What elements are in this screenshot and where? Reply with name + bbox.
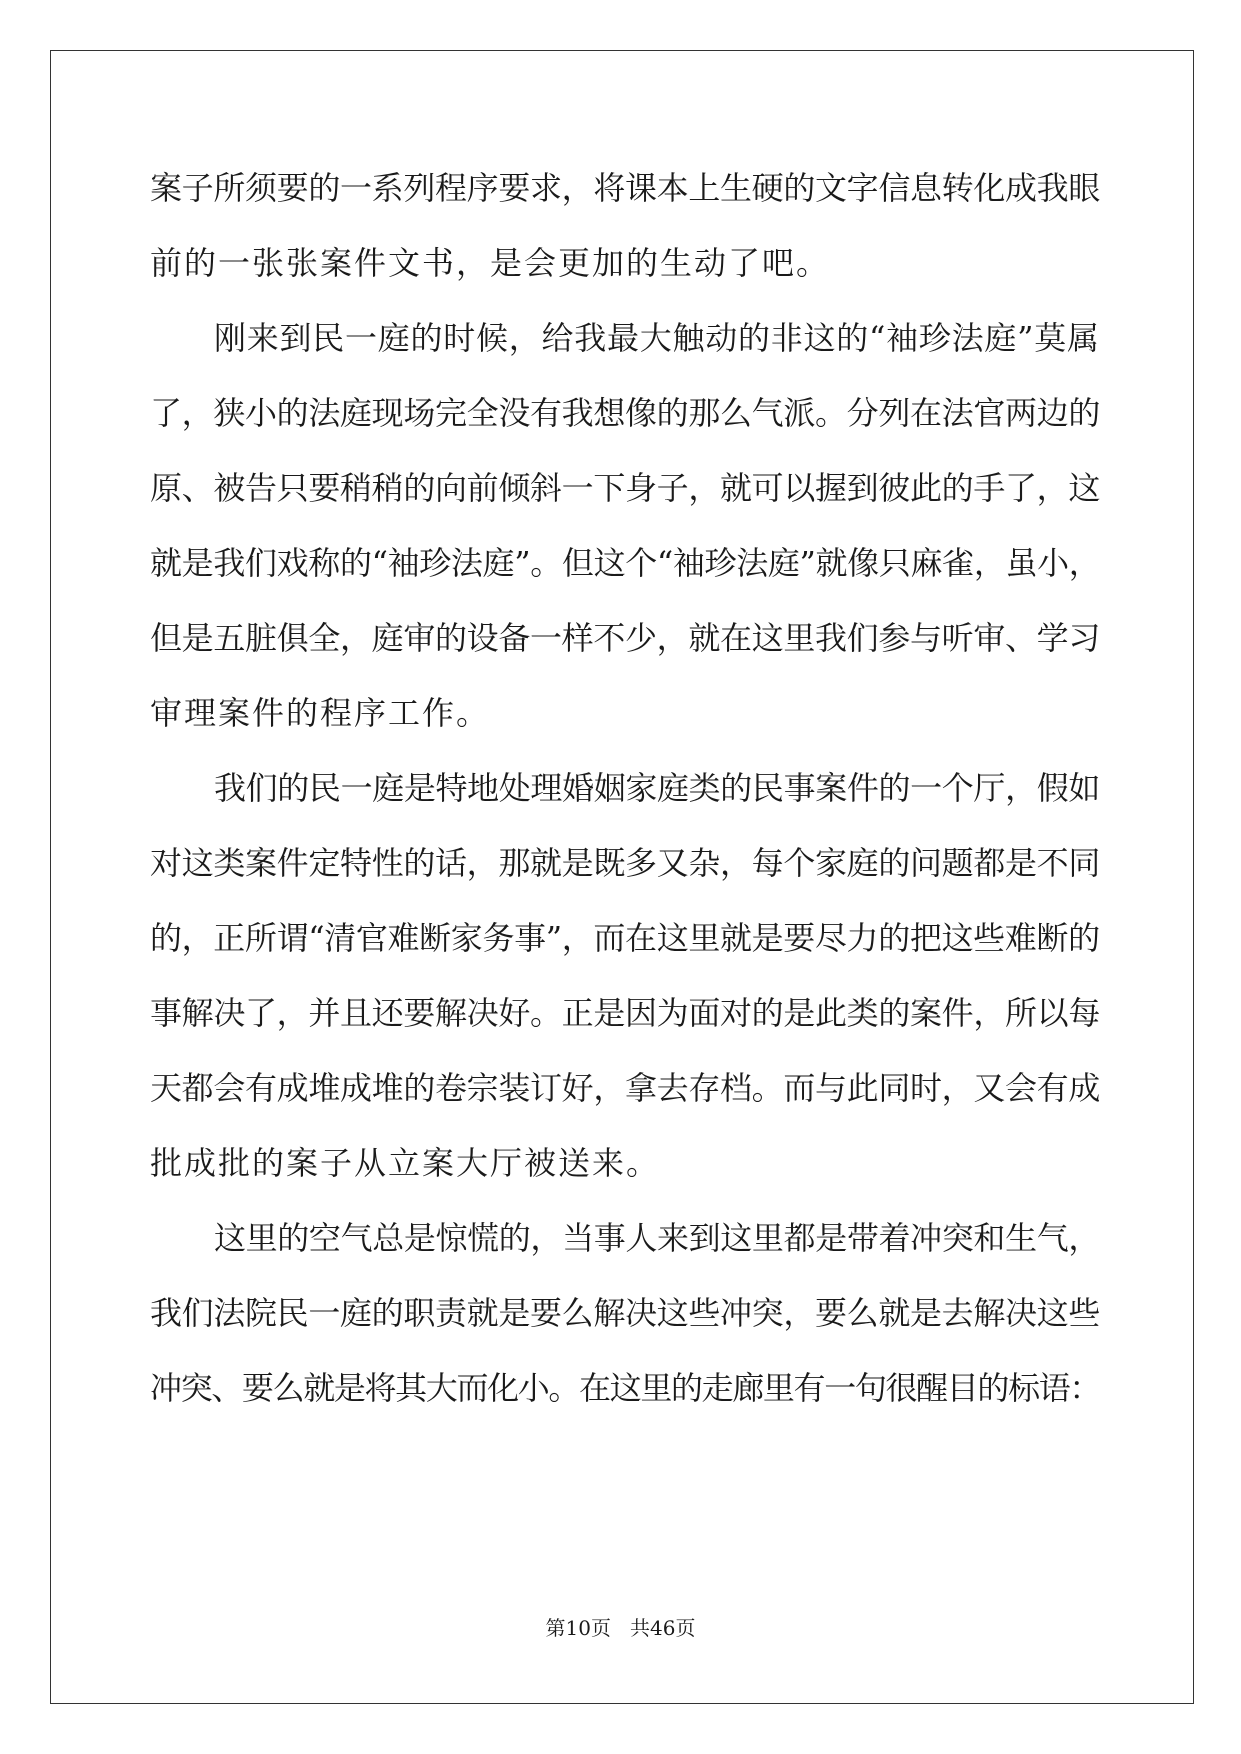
- text-line: 前的一张张案件文书，是会更加的生动了吧。: [150, 244, 831, 282]
- text-line: 刚来到民一庭的时候，给我最大触动的非这的“袖珍法庭”莫属: [214, 319, 1100, 357]
- page-footer: [0, 1613, 1241, 1643]
- text-line: 事解决了，并且还要解决好。正是因为面对的是此类的案件，所以每: [150, 994, 1101, 1032]
- text-line: 冲突、要么就是将其大而化小。在这里的走廊里有一句很醒目的标语：: [150, 1369, 1101, 1407]
- text-line: 但是五脏俱全，庭审的设备一样不少，就在这里我们参与听审、学习: [150, 619, 1101, 657]
- text-line: 就是我们戏称的“袖珍法庭”。但这个“袖珍法庭”就像只麻雀，虽小，: [150, 544, 1101, 582]
- page-number: 第10页: [545, 1616, 611, 1640]
- text-line: 我们法院民一庭的职责就是要么解决这些冲突，要么就是去解决这些: [150, 1294, 1101, 1332]
- text-line: 案子所须要的一系列程序要求，将课本上生硬的文字信息转化成我眼: [150, 169, 1101, 207]
- text-line: 审理案件的程序工作。: [150, 694, 491, 732]
- text-line: 了，狭小的法庭现场完全没有我想像的那么气派。分列在法官两边的: [150, 394, 1101, 432]
- text-line: 的，正所谓“清官难断家务事”，而在这里就是要尽力的把这些难断的: [150, 919, 1100, 957]
- text-line: 对这类案件定特性的话，那就是既多又杂，每个家庭的问题都是不同: [150, 844, 1101, 882]
- text-line: 原、被告只要稍稍的向前倾斜一下身子，就可以握到彼此的手了，这: [150, 469, 1101, 507]
- text-line: 我们的民一庭是特地处理婚姻家庭类的民事案件的一个厅，假如: [214, 769, 1101, 807]
- text-line: 批成批的案子从立案大厅被送来。: [150, 1144, 661, 1182]
- page-total: 共46页: [630, 1616, 696, 1640]
- text-line: 天都会有成堆成堆的卷宗装订好，拿去存档。而与此同时，又会有成: [150, 1069, 1101, 1107]
- text-line: 这里的空气总是惊慌的，当事人来到这里都是带着冲突和生气，: [214, 1219, 1101, 1257]
